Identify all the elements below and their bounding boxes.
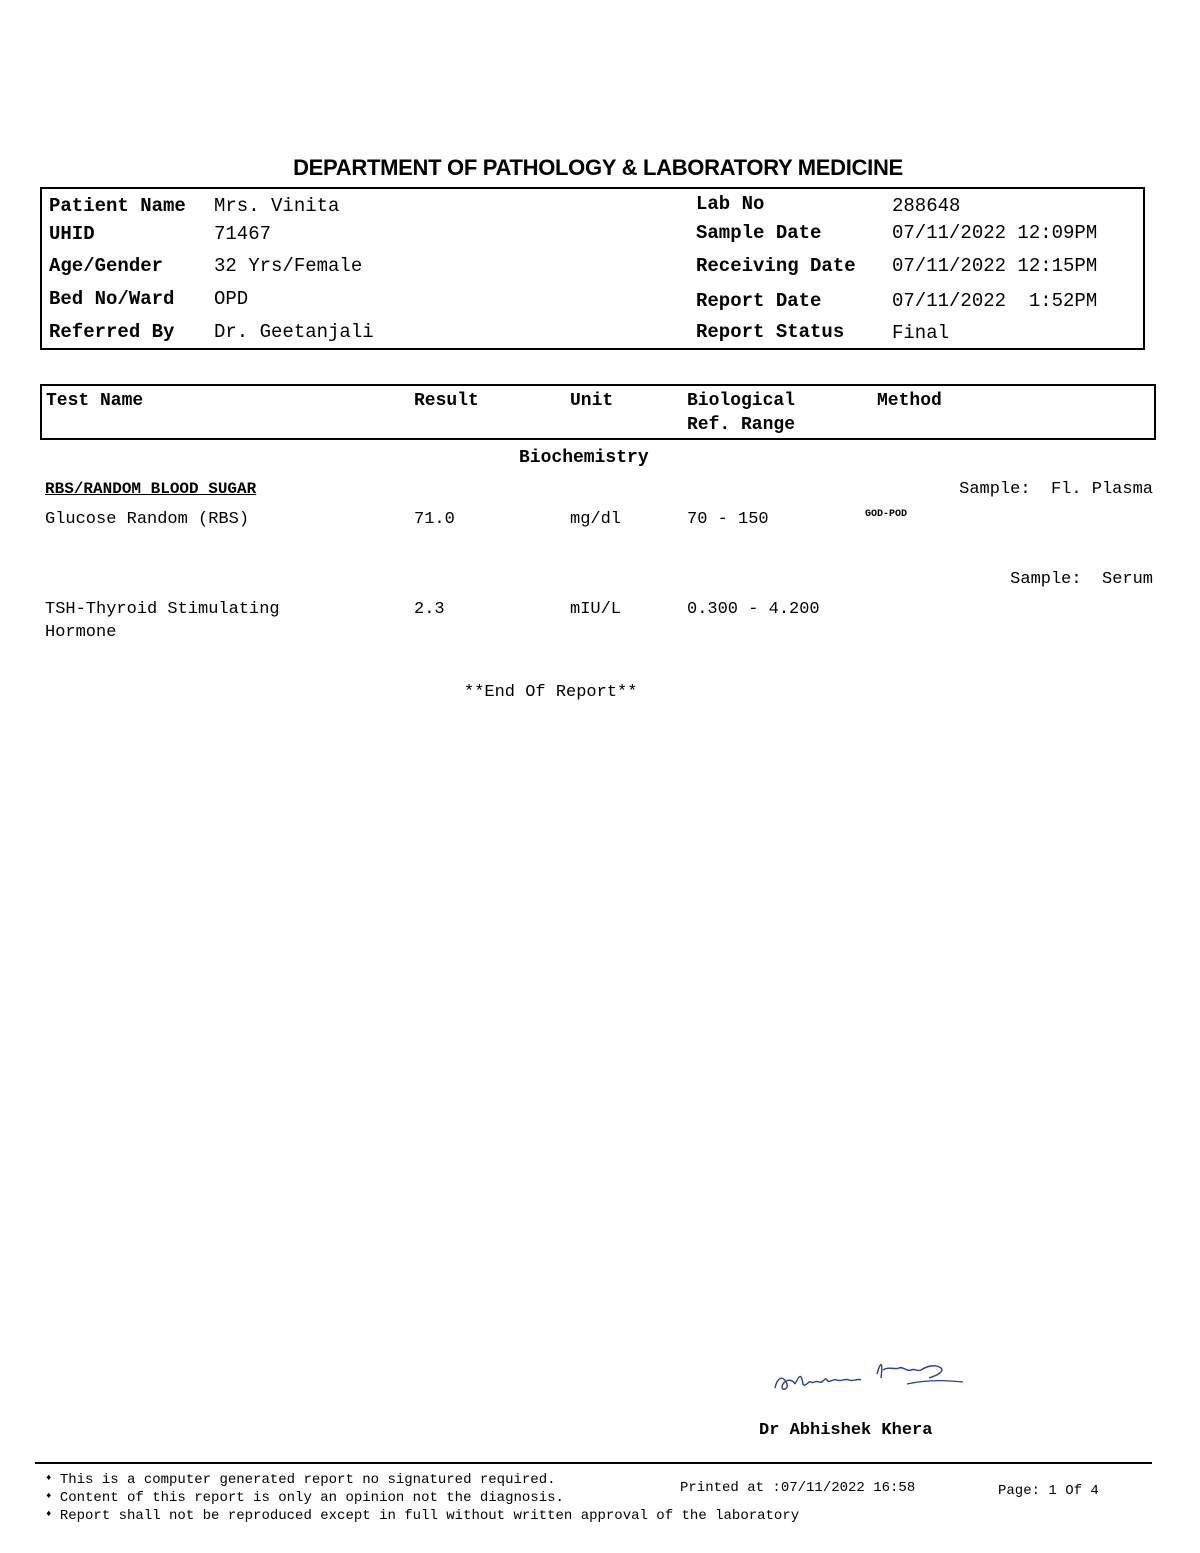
test-name-line1: TSH-Thyroid Stimulating bbox=[45, 600, 280, 619]
signature-image bbox=[765, 1350, 975, 1400]
page-number: Page: 1 Of 4 bbox=[998, 1483, 1099, 1499]
referred-by-label: Referred By bbox=[49, 321, 175, 343]
group-title: RBS/RANDOM BLOOD SUGAR bbox=[45, 480, 257, 498]
report-date-label: Report Date bbox=[696, 290, 822, 312]
test-result: 71.0 bbox=[414, 510, 455, 529]
receiving-date-label: Receiving Date bbox=[696, 255, 856, 277]
test-result: 2.3 bbox=[414, 600, 445, 619]
test-ref-range: 70 - 150 bbox=[687, 510, 769, 529]
age-gender-label: Age/Gender bbox=[49, 255, 164, 277]
col-ref-range-line2: Ref. Range bbox=[687, 415, 796, 435]
lab-no-label: Lab No bbox=[696, 193, 765, 215]
test-unit: mIU/L bbox=[570, 600, 622, 619]
bullet-icon: ♦ bbox=[46, 1491, 52, 1501]
sample-type: Sample: Serum bbox=[1010, 570, 1153, 589]
page-title: DEPARTMENT OF PATHOLOGY & LABORATORY MEDICINE bbox=[293, 155, 903, 180]
footer-note: ♦ This is a computer generated report no signatured required. bbox=[46, 1472, 556, 1488]
footer-divider bbox=[35, 1462, 1152, 1464]
test-unit: mg/dl bbox=[570, 510, 622, 529]
test-name: Glucose Random (RBS) bbox=[45, 510, 250, 529]
lab-no-value: 288648 bbox=[892, 195, 961, 217]
report-date-value: 07/11/2022 1:52PM bbox=[892, 290, 1098, 312]
receiving-date-value: 07/11/2022 12:15PM bbox=[892, 255, 1098, 277]
report-status-label: Report Status bbox=[696, 321, 845, 343]
col-test-name: Test Name bbox=[46, 391, 144, 411]
age-gender-value: 32 Yrs/Female bbox=[214, 255, 363, 277]
section-heading: Biochemistry bbox=[519, 448, 649, 468]
sample-date-label: Sample Date bbox=[696, 222, 822, 244]
printed-at: Printed at :07/11/2022 16:58 bbox=[680, 1480, 916, 1496]
bed-ward-value: OPD bbox=[214, 288, 249, 310]
col-unit: Unit bbox=[570, 391, 614, 411]
col-ref-range-line1: Biological bbox=[687, 391, 796, 411]
col-method: Method bbox=[877, 391, 942, 411]
footer-note: ♦ Content of this report is only an opinion not the diagnosis. bbox=[46, 1490, 564, 1506]
uhid-label: UHID bbox=[49, 223, 95, 245]
test-name-line2: Hormone bbox=[45, 623, 117, 642]
bullet-icon: ♦ bbox=[46, 1473, 52, 1483]
patient-name-label: Patient Name bbox=[49, 195, 186, 217]
patient-name-value: Mrs. Vinita bbox=[214, 195, 340, 217]
sample-date-value: 07/11/2022 12:09PM bbox=[892, 222, 1098, 244]
test-method: GOD-POD bbox=[865, 509, 908, 520]
uhid-value: 71467 bbox=[214, 223, 272, 245]
col-result: Result bbox=[414, 391, 479, 411]
bed-ward-label: Bed No/Ward bbox=[49, 288, 175, 310]
end-of-report: **End Of Report** bbox=[464, 683, 638, 702]
test-ref-range: 0.300 - 4.200 bbox=[687, 600, 820, 619]
report-status-value: Final bbox=[892, 322, 950, 344]
doctor-name: Dr Abhishek Khera bbox=[759, 1421, 933, 1440]
sample-type: Sample: Fl. Plasma bbox=[959, 480, 1153, 499]
footer-note: ♦ Report shall not be reproduced except in full without written approval of the laboratory bbox=[46, 1508, 800, 1524]
bullet-icon: ♦ bbox=[46, 1509, 52, 1519]
referred-by-value: Dr. Geetanjali bbox=[214, 321, 374, 343]
